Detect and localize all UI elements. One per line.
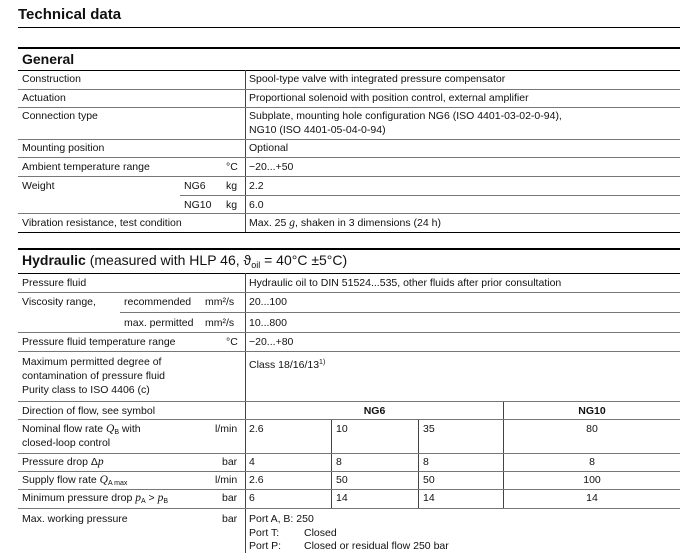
supply-flow-ng6-b: 50 [336, 474, 348, 486]
weight-value-ng10: 6.0 [249, 199, 264, 211]
hydraulic-heading: Hydraulic (measured with HLP 46, $ϑ_{oil} = 40^\circ C \pm 5^\circ C$) [22, 252, 348, 270]
ng6-subcol-divider-2 [418, 420, 419, 508]
row-rule [18, 453, 680, 454]
mounting-label: Mounting position [22, 142, 105, 154]
row-rule [18, 419, 680, 420]
contamination-value: Class 18/16/13$^{1)}$ [249, 359, 326, 371]
viscosity-label: Viscosity range, [22, 296, 96, 308]
pressure-drop-unit: bar [222, 456, 238, 468]
supply-flow-unit: l/min [215, 474, 238, 486]
general-top-rule [18, 47, 680, 49]
weight-value-ng6: 2.2 [249, 180, 264, 192]
weight-size-ng10: NG10 [184, 199, 212, 211]
ambient-value: −20...+50 [249, 161, 294, 173]
fluid-temp-label: Pressure fluid temperature range [22, 336, 176, 348]
nominal-flow-ng10: 80 [586, 423, 598, 435]
supply-flow-ng6-c: 50 [423, 474, 435, 486]
supply-flow-ng6-a: 2.6 [249, 474, 264, 486]
pressure-drop-ng6-b: 8 [336, 456, 342, 468]
max-pressure-port-p-label: Port P: [249, 540, 282, 552]
min-pressure-drop-ng6-c: 14 [423, 492, 435, 504]
general-col-divider [245, 70, 246, 232]
weight-label: Weight [22, 180, 55, 192]
row-rule [18, 107, 680, 108]
nominal-flow-label-2: closed-loop control [22, 437, 111, 449]
max-pressure-port-t-value: Closed [304, 527, 337, 539]
viscosity-max-value: 10...800 [249, 317, 287, 329]
ambient-label: Ambient temperature range [22, 161, 150, 173]
contamination-label-1: Maximum permitted degree of [22, 356, 162, 368]
row-rule [18, 489, 680, 490]
pressure-drop-ng6-c: 8 [423, 456, 429, 468]
vibration-label: Vibration resistance, test condition [22, 217, 182, 229]
fluid-value: Hydraulic oil to DIN 51524...535, other fluids after prior consultation [249, 277, 562, 289]
min-pressure-drop-ng6-a: 6 [249, 492, 255, 504]
row-rule [18, 471, 680, 472]
row-rule [18, 157, 680, 158]
row-rule [120, 312, 680, 313]
connection-value-line1: Subplate, mounting hole configuration NG6 (ISO 4401-03-02-0-94), [249, 110, 562, 122]
hydraulic-top-rule [18, 248, 680, 250]
vibration-value: Max. 25 g, shaken in 3 dimensions (24 h) [249, 217, 441, 229]
row-rule [180, 195, 680, 196]
viscosity-max-unit: mm²/s [205, 317, 235, 329]
weight-unit-ng10: kg [226, 199, 238, 211]
max-pressure-unit: bar [222, 513, 238, 525]
max-pressure-port-ab: Port A, B: 250 [249, 513, 314, 525]
ng10-column-header: NG10 [578, 405, 606, 417]
actuation-value: Proportional solenoid with position control, external amplifier [249, 92, 529, 104]
row-rule [18, 351, 680, 352]
title-rule [18, 27, 680, 28]
actuation-label: Actuation [22, 92, 66, 104]
pressure-drop-ng10: 8 [589, 456, 595, 468]
connection-value-line2: NG10 (ISO 4401-05-04-0-94) [249, 124, 386, 136]
nominal-flow-unit: l/min [215, 423, 238, 435]
construction-label: Construction [22, 73, 81, 85]
max-pressure-port-t-label: Port T: [249, 527, 280, 539]
row-rule [18, 292, 680, 293]
max-pressure-label: Max. working pressure [22, 513, 128, 525]
row-rule [18, 213, 680, 214]
mounting-value: Optional [249, 142, 289, 154]
row-rule [18, 401, 680, 402]
max-pressure-port-p-value: Closed or residual flow 250 bar [304, 540, 449, 552]
fluid-temp-value: −20...+80 [249, 336, 294, 348]
connection-label: Connection type [22, 110, 98, 122]
general-bottom-rule [18, 232, 680, 233]
row-rule [18, 89, 680, 90]
viscosity-rec-unit: mm²/s [205, 296, 235, 308]
viscosity-max-label: max. permitted [124, 317, 194, 329]
fluid-label: Pressure fluid [22, 277, 87, 289]
min-pressure-drop-label: Minimum pressure drop $p_A > p_B$ [22, 492, 169, 505]
ng6-column-header: NG6 [363, 405, 386, 417]
row-rule [18, 176, 680, 177]
row-rule [18, 139, 680, 140]
supply-flow-ng10: 100 [583, 474, 601, 486]
footnote-mark: 1) [319, 359, 326, 366]
supply-flow-label: Supply flow rate $Q_{A max}$ [22, 474, 128, 487]
page-title: Technical data [18, 6, 122, 23]
min-pressure-drop-ng6-b: 14 [336, 492, 348, 504]
ng6-subcol-divider-1 [331, 420, 332, 508]
hydraulic-heading-rule [18, 273, 680, 274]
construction-value: Spool-type valve with integrated pressure compensator [249, 73, 506, 85]
viscosity-rec-value: 20...100 [249, 296, 287, 308]
viscosity-rec-label: recommended [124, 296, 192, 308]
pressure-drop-label: Pressure drop Δp [22, 456, 104, 468]
weight-size-ng6: NG6 [184, 180, 206, 192]
row-rule [18, 508, 680, 509]
nominal-flow-ng6-c: 35 [423, 423, 435, 435]
general-heading: General [22, 51, 75, 67]
row-rule [18, 332, 680, 333]
contamination-label-2: contamination of pressure fluid [22, 370, 165, 382]
ambient-unit: °C [226, 161, 238, 173]
min-pressure-drop-unit: bar [222, 492, 238, 504]
min-pressure-drop-ng10: 14 [586, 492, 598, 504]
contamination-label-3: Purity class to ISO 4406 (c) [22, 384, 150, 396]
pressure-drop-ng6-a: 4 [249, 456, 255, 468]
nominal-flow-ng6-a: 2.6 [249, 423, 264, 435]
flow-dir-label: Direction of flow, see symbol [22, 405, 156, 417]
general-heading-rule [18, 70, 680, 71]
fluid-temp-unit: °C [226, 336, 238, 348]
nominal-flow-label: Nominal flow rate $Q_B$ with [22, 423, 141, 436]
weight-unit-ng6: kg [226, 180, 238, 192]
nominal-flow-ng6-b: 10 [336, 423, 348, 435]
